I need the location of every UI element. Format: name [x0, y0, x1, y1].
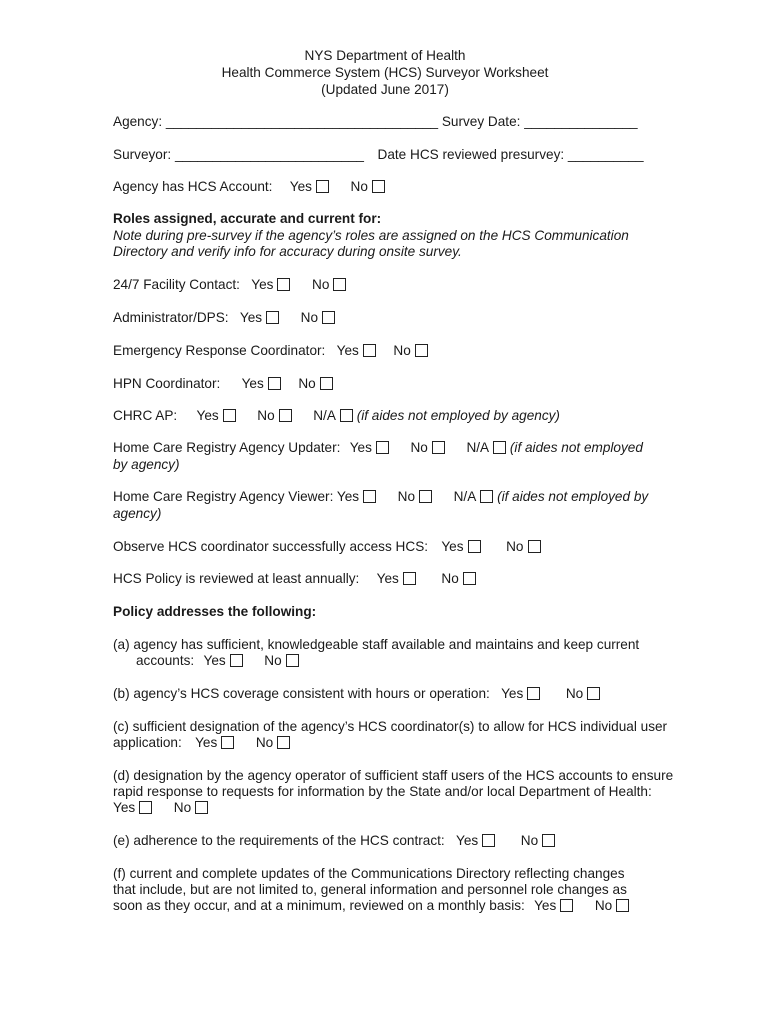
- facility-contact-yes-checkbox[interactable]: [277, 278, 290, 291]
- roles-heading: Roles assigned, accurate and current for:: [113, 211, 382, 226]
- policy-b-row: [113, 686, 600, 702]
- viewer-row: [113, 489, 648, 505]
- administrator-label: Administrator/DPS:: [113, 310, 229, 325]
- no-label: No: [298, 376, 316, 391]
- policy-reviewed-yes-checkbox[interactable]: [403, 572, 416, 585]
- no-label: No: [441, 571, 459, 586]
- hpn-row: [113, 376, 333, 392]
- policy-e-label: (e) adherence to the requirements of the HCS contract:: [113, 833, 445, 848]
- policy-e-row: [113, 833, 555, 849]
- roles-note-line2: Directory and verify info for accuracy during onsite survey.: [113, 244, 462, 259]
- facility-contact-no-checkbox[interactable]: [333, 278, 346, 291]
- surveyor-field[interactable]: Surveyor: _________________________: [113, 147, 364, 162]
- policy-f-line1: (f) current and complete updates of the Communications Directory reflecting changes: [113, 866, 625, 881]
- header-department: NYS Department of Health: [304, 48, 466, 63]
- date-reviewed-field[interactable]: Date HCS reviewed presurvey: __________: [377, 147, 644, 162]
- policy-f-label: soon as they occur, and at a minimum, reviewed on a monthly basis:: [113, 898, 525, 913]
- administrator-row: [113, 310, 335, 326]
- yes-label: Yes: [456, 833, 479, 848]
- na-label: N/A: [453, 489, 477, 504]
- no-label: No: [300, 310, 319, 325]
- yes-label: Yes: [196, 408, 219, 423]
- na-label: N/A: [313, 408, 336, 423]
- updater-note: (if aides not employed: [509, 440, 643, 455]
- chrc-na-checkbox[interactable]: [340, 409, 353, 422]
- no-label: No: [397, 489, 416, 504]
- updater-row: [113, 440, 643, 456]
- updater-no-checkbox[interactable]: [432, 441, 445, 454]
- updater-label: Home Care Registry Agency Updater:: [113, 440, 341, 455]
- surveyor-field-row: [113, 147, 644, 163]
- administrator-yes-checkbox[interactable]: [266, 311, 279, 324]
- erc-no-checkbox[interactable]: [415, 344, 428, 357]
- updater-note-cont: by agency): [113, 457, 180, 472]
- no-label: No: [565, 686, 584, 701]
- policy-d-line2: rapid response to requests for information by the State and/or local Department of Health:: [113, 784, 652, 799]
- policy-reviewed-label: HCS Policy is reviewed at least annually:: [113, 571, 360, 586]
- policy-f-yes-checkbox[interactable]: [560, 899, 573, 912]
- yes-label: Yes: [441, 539, 464, 554]
- policy-d-yes-checkbox[interactable]: [139, 801, 152, 814]
- yes-label: Yes: [251, 277, 274, 292]
- no-label: No: [393, 343, 411, 358]
- policy-a-no-checkbox[interactable]: [286, 654, 299, 667]
- erc-row: [113, 343, 428, 359]
- hcs-account-no-checkbox[interactable]: [372, 180, 385, 193]
- hpn-label: HPN Coordinator:: [113, 376, 221, 391]
- policy-c-label: application:: [113, 735, 182, 750]
- no-label: No: [173, 800, 192, 815]
- policy-b-no-checkbox[interactable]: [587, 687, 600, 700]
- policy-f-no-checkbox[interactable]: [616, 899, 629, 912]
- yes-label: Yes: [349, 440, 372, 455]
- yes-label: Yes: [241, 376, 264, 391]
- header-updated: (Updated June 2017): [321, 82, 449, 97]
- updater-yes-checkbox[interactable]: [376, 441, 389, 454]
- no-label: No: [506, 539, 524, 554]
- no-label: No: [410, 440, 428, 455]
- yes-label: Yes: [534, 898, 557, 913]
- policy-d-no-checkbox[interactable]: [195, 801, 208, 814]
- viewer-na-checkbox[interactable]: [480, 490, 493, 503]
- chrc-label: CHRC AP:: [113, 408, 178, 423]
- yes-label: Yes: [336, 343, 359, 358]
- yes-label: Yes: [289, 179, 312, 194]
- observe-row: [113, 539, 541, 555]
- no-label: No: [264, 653, 282, 668]
- yes-label: Yes: [203, 653, 226, 668]
- header-title: Health Commerce System (HCS) Surveyor Worksheet: [221, 65, 549, 80]
- policy-c-yes-checkbox[interactable]: [221, 736, 234, 749]
- chrc-no-checkbox[interactable]: [279, 409, 292, 422]
- observe-yes-checkbox[interactable]: [468, 540, 481, 553]
- policy-a-yes-checkbox[interactable]: [230, 654, 243, 667]
- no-label: No: [520, 833, 539, 848]
- yes-label: Yes: [336, 489, 360, 504]
- erc-label: Emergency Response Coordinator:: [113, 343, 326, 358]
- hcs-account-yes-checkbox[interactable]: [316, 180, 329, 193]
- yes-label: Yes: [239, 310, 263, 325]
- policy-d-row: [113, 800, 208, 816]
- hcs-account-label: Agency has HCS Account:: [113, 179, 273, 194]
- erc-yes-checkbox[interactable]: [363, 344, 376, 357]
- chrc-yes-checkbox[interactable]: [223, 409, 236, 422]
- policy-d-line1: (d) designation by the agency operator of sufficient staff users of the HCS accounts to ensure: [113, 768, 674, 783]
- policy-c-no-checkbox[interactable]: [277, 736, 290, 749]
- policy-heading: Policy addresses the following:: [113, 604, 317, 619]
- facility-contact-row: [113, 277, 346, 293]
- na-label: N/A: [466, 440, 490, 455]
- policy-reviewed-row: [113, 571, 476, 587]
- policy-e-no-checkbox[interactable]: [542, 834, 555, 847]
- viewer-yes-checkbox[interactable]: [363, 490, 376, 503]
- policy-e-yes-checkbox[interactable]: [482, 834, 495, 847]
- observe-no-checkbox[interactable]: [528, 540, 541, 553]
- observe-label: Observe HCS coordinator successfully access HCS:: [113, 539, 429, 554]
- hcs-account-row: [113, 179, 385, 195]
- agency-field[interactable]: Agency: ____________________________________: [113, 114, 439, 129]
- no-label: No: [594, 898, 613, 913]
- viewer-label: Home Care Registry Agency Viewer:: [113, 489, 334, 504]
- yes-label: Yes: [501, 686, 524, 701]
- viewer-note-cont: agency): [113, 506, 162, 521]
- updater-na-checkbox[interactable]: [493, 441, 506, 454]
- yes-label: Yes: [195, 735, 218, 750]
- policy-c-row: [113, 735, 290, 751]
- policy-f-row: [113, 898, 629, 914]
- hpn-yes-checkbox[interactable]: [268, 377, 281, 390]
- no-label: No: [255, 735, 274, 750]
- policy-a-line1: (a) agency has sufficient, knowledgeable staff available and maintains and keep current: [113, 637, 640, 652]
- no-label: No: [257, 408, 275, 423]
- policy-reviewed-no-checkbox[interactable]: [463, 572, 476, 585]
- policy-f-line2: that include, but are not limited to, general information and personnel role changes as: [113, 882, 627, 897]
- agency-field-row: [113, 114, 638, 130]
- roles-note-line1: Note during pre-survey if the agency’s roles are assigned on the HCS Communication: [113, 228, 629, 243]
- policy-b-yes-checkbox[interactable]: [527, 687, 540, 700]
- policy-a-label: accounts:: [136, 653, 195, 668]
- facility-contact-label: 24/7 Facility Contact:: [113, 277, 240, 292]
- yes-label: Yes: [376, 571, 399, 586]
- administrator-no-checkbox[interactable]: [322, 311, 335, 324]
- no-label: No: [312, 277, 330, 292]
- policy-a-row: [136, 653, 299, 669]
- chrc-row: [113, 408, 560, 424]
- hpn-no-checkbox[interactable]: [320, 377, 333, 390]
- no-label: No: [350, 179, 368, 194]
- chrc-note: (if aides not employed by agency): [356, 408, 560, 423]
- viewer-note: (if aides not employed by: [497, 489, 649, 504]
- survey-date-field[interactable]: Survey Date: _______________: [441, 114, 638, 129]
- viewer-no-checkbox[interactable]: [419, 490, 432, 503]
- policy-b-label: (b) agency’s HCS coverage consistent with hours or operation:: [113, 686, 490, 701]
- policy-c-line1: (c) sufficient designation of the agency’s HCS coordinator(s) to allow for HCS individual user: [113, 719, 668, 734]
- yes-label: Yes: [113, 800, 136, 815]
